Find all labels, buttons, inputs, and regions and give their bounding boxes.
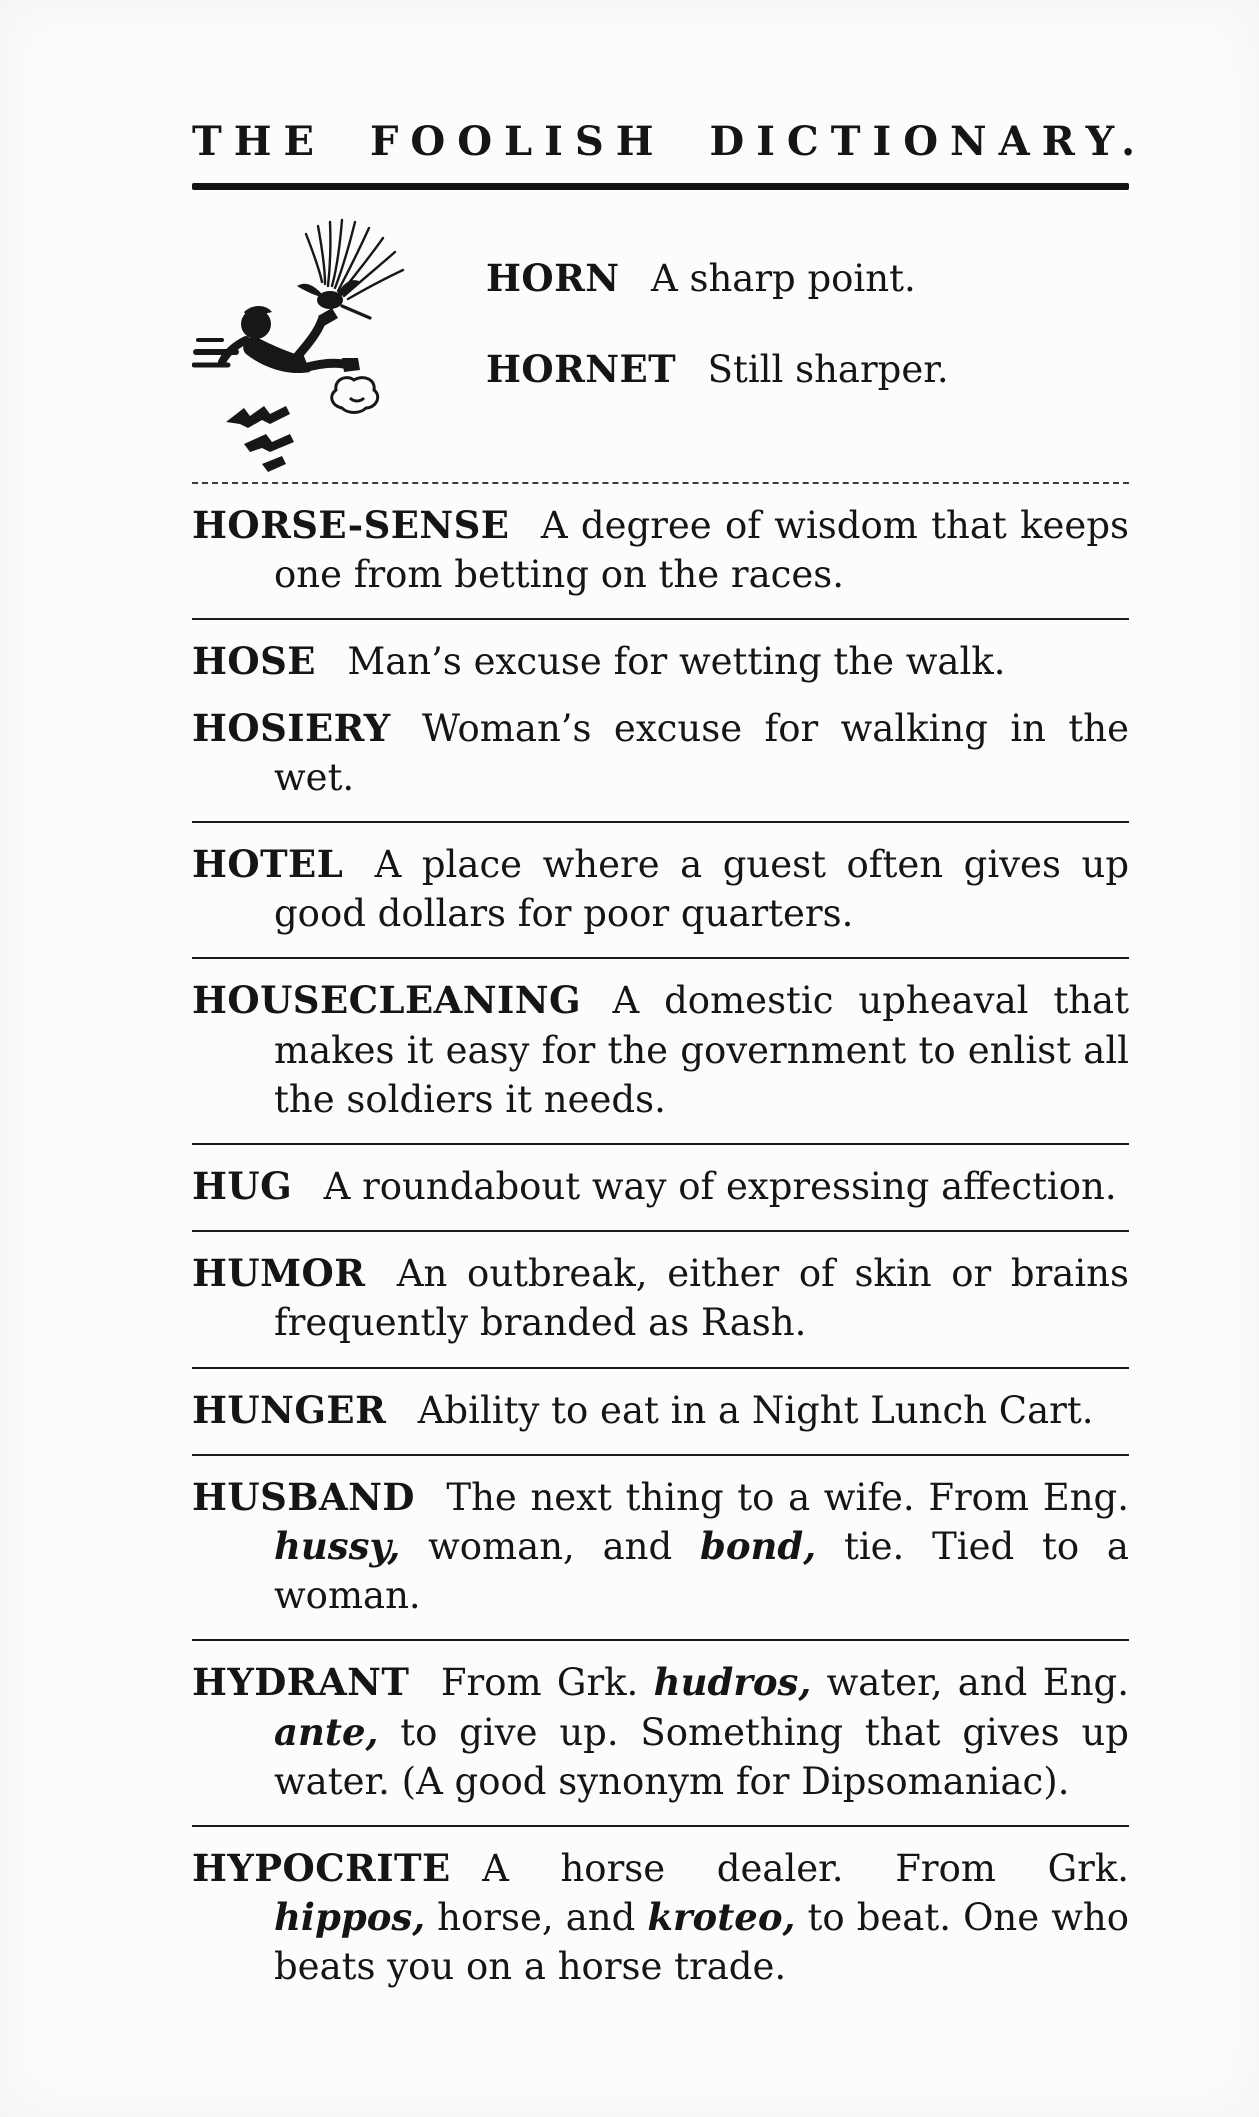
page-title: THE FOOLISH DICTIONARY. <box>192 118 1147 165</box>
entry-term: HORN <box>486 255 620 300</box>
entry-rule <box>192 1143 1129 1145</box>
hornet-chase-drawing <box>192 212 472 476</box>
dictionary-entry <box>192 840 1129 938</box>
entry-group <box>192 1386 1129 1456</box>
entry-rule <box>192 957 1129 959</box>
title-rule <box>192 183 1129 190</box>
entry-term: HUG <box>192 1164 293 1209</box>
definition-text: woman, and <box>400 1525 700 1569</box>
entry-term: HUSBAND <box>192 1474 415 1519</box>
dictionary-entry <box>192 976 1129 1124</box>
entry-rule <box>192 1367 1129 1369</box>
definition-text: tie. Tied to a woman. <box>274 1525 1129 1618</box>
definition-text: Ability to eat in a Night Lunch Cart. <box>417 1388 1094 1432</box>
dictionary-entry-hornet <box>486 345 1129 394</box>
entry-definition <box>347 640 1005 683</box>
dictionary-entry <box>192 1249 1129 1347</box>
entry-definition: Still sharper. <box>707 348 949 391</box>
entry-group <box>192 1473 1129 1642</box>
definition-text: A place where a guest often gives up good dollars for poor quarters. <box>274 843 1129 936</box>
definition-text: A domestic upheaval that makes it easy for the government to enlist all the soldiers it needs. <box>274 979 1129 1121</box>
inline-definitions <box>472 254 1129 434</box>
definition-text: From Grk. <box>440 1661 654 1705</box>
tumbling-man <box>222 306 360 373</box>
entry-rule <box>192 618 1129 620</box>
dictionary-entry <box>192 704 1129 802</box>
entry-term: HUNGER <box>192 1387 387 1432</box>
entry-rule <box>192 821 1129 823</box>
entry-group <box>192 1658 1129 1827</box>
entry-group <box>192 840 1129 959</box>
entry-rule <box>192 1825 1129 1827</box>
entry-group <box>192 976 1129 1145</box>
definition-text: Woman’s excuse for walking in the wet. <box>274 706 1129 799</box>
definition-etymology-word: hippos, <box>274 1895 426 1940</box>
definition-text: to beat. One who beats you on a horse trade. <box>274 1896 1130 1989</box>
definition-text: Man’s excuse for wetting the walk. <box>347 640 1006 684</box>
dictionary-entry-horn <box>486 254 1129 303</box>
definition-text: A horse dealer. From Grk. <box>482 1847 1129 1891</box>
dictionary-entry <box>192 1844 1129 1992</box>
entry-rule <box>192 1230 1129 1232</box>
definition-etymology-word: hudros, <box>653 1660 812 1705</box>
entry-term: HOUSECLEANING <box>192 978 582 1023</box>
entry-term: HOSE <box>192 639 316 684</box>
entry-definition <box>274 1252 1129 1344</box>
entries-list <box>192 501 1129 1992</box>
definition-text: horse, and <box>425 1896 648 1940</box>
entry-term: HYDRANT <box>192 1660 410 1705</box>
entry-definition <box>274 843 1129 935</box>
entry-rule <box>192 1454 1129 1456</box>
entry-group <box>192 1249 1129 1368</box>
dictionary-entry <box>192 1473 1129 1621</box>
entry-term: HYPOCRITE <box>192 1846 451 1891</box>
entry-rule <box>192 1639 1129 1641</box>
entry-definition <box>324 1165 1117 1208</box>
dictionary-entry <box>192 501 1129 599</box>
definition-text: An outbreak, either of skin or brains frequently branded as Rash. <box>274 1252 1129 1345</box>
entry-term: HOTEL <box>192 842 344 887</box>
definition-etymology-word: kroteo, <box>647 1895 796 1940</box>
man-chased-by-hornets-illustration <box>192 212 472 476</box>
entry-term: HORSE-SENSE <box>192 503 510 547</box>
definition-text: to give up. Something that gives up water. (A good synonym for Dipsomaniac). <box>274 1710 1129 1803</box>
definition-text: A degree of wisdom that keeps one from betting on the races. <box>274 504 1129 597</box>
entry-definition: A sharp point. <box>650 256 916 300</box>
dictionary-entry <box>192 1386 1129 1435</box>
dictionary-entry <box>192 637 1129 686</box>
entry-definition <box>274 707 1129 799</box>
definition-text: water, and Eng. <box>811 1661 1129 1705</box>
dictionary-entry <box>192 1162 1129 1211</box>
entry-definition <box>418 1389 1094 1432</box>
definition-text: The next thing to a wife. From Eng. <box>446 1475 1129 1519</box>
entry-term: HORNET <box>486 347 677 391</box>
definition-etymology-word: bond, <box>699 1524 817 1569</box>
definition-etymology-word: ante, <box>274 1709 379 1754</box>
definition-text: A roundabout way of expressing affection. <box>323 1165 1117 1209</box>
entry-group <box>192 1162 1129 1232</box>
illustrated-section <box>192 212 1129 476</box>
dictionary-entry <box>192 1658 1129 1806</box>
entry-term: HUMOR <box>192 1251 366 1296</box>
entry-term: HOSIERY <box>192 705 391 750</box>
entry-group <box>192 637 1129 823</box>
entry-group <box>192 501 1129 620</box>
entry-group <box>192 1844 1129 1992</box>
section-rule <box>192 482 1129 484</box>
definition-etymology-word: hussy, <box>274 1524 401 1569</box>
